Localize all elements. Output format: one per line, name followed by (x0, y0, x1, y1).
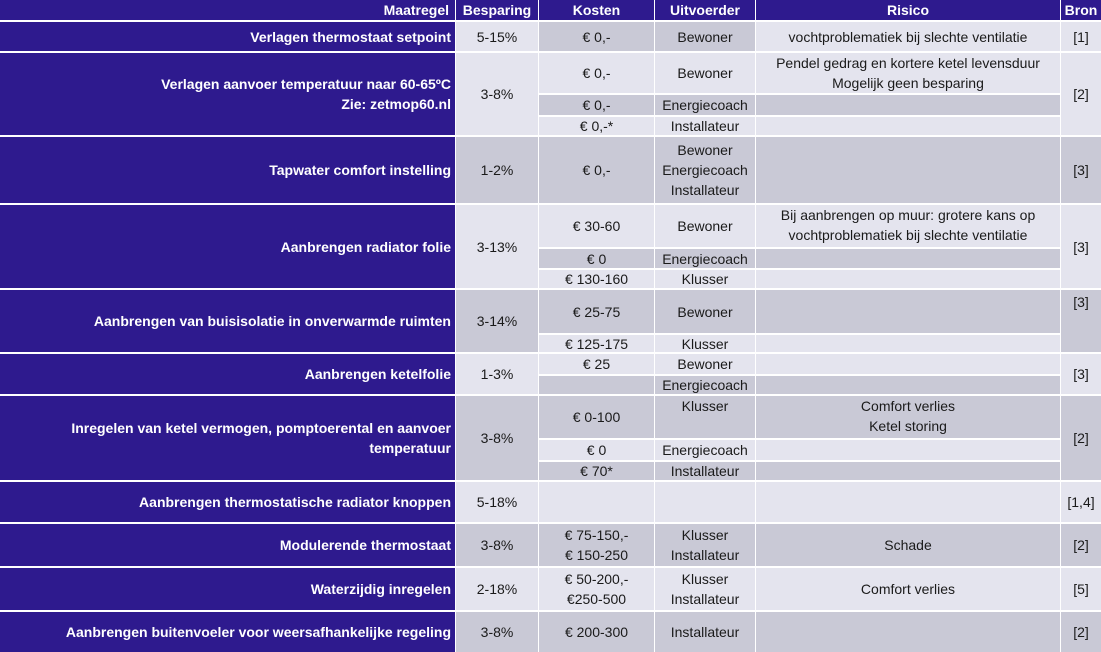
uitvoerder-cell: Installateur (655, 117, 755, 135)
risico-cell (756, 376, 1060, 394)
uitvoerder-cell: Bewoner (655, 354, 755, 374)
uitvoerder-cell: Installateur (655, 612, 755, 652)
risico-cell: Bij aanbrengen op muur: grotere kans op vochtproblematiek bij slechte ventilatie (756, 205, 1060, 247)
uitvoerder-cell: Klusser (655, 396, 755, 438)
risico-cell (756, 117, 1060, 135)
besparing-cell: 3-8% (456, 396, 538, 480)
uitvoerder-cell: Bewoner (655, 22, 755, 51)
maatregel-cell: Aanbrengen ketelfolie (0, 354, 455, 394)
uitvoerder-cell: Klusser (655, 335, 755, 352)
bron-cell: [3] (1061, 205, 1101, 288)
uitvoerder-cell: Klusser (655, 270, 755, 288)
kosten-cell (539, 482, 654, 522)
besparing-cell: 3-14% (456, 290, 538, 352)
kosten-cell: € 0,- (539, 137, 654, 203)
bron-cell: [3] (1061, 354, 1101, 394)
bron-cell: [5] (1061, 568, 1101, 610)
kosten-cell: € 0,- (539, 53, 654, 93)
kosten-cell: € 25-75 (539, 290, 654, 333)
uitvoerder-cell: Bewoner (655, 290, 755, 333)
maatregel-cell: Waterzijdig inregelen (0, 568, 455, 610)
kosten-cell: € 0,-* (539, 117, 654, 135)
maatregel-cell: Tapwater comfort instelling (0, 137, 455, 203)
maatregel-cell: Aanbrengen van buisisolatie in onverwarmde ruimten (0, 290, 455, 352)
kosten-cell: € 0 (539, 440, 654, 460)
header-risico: Risico (756, 0, 1060, 20)
risico-cell (756, 462, 1060, 480)
risico-cell (756, 354, 1060, 374)
kosten-cell: € 30-60 (539, 205, 654, 247)
kosten-cell: € 125-175 (539, 335, 654, 352)
risico-cell (756, 290, 1060, 333)
header-bron: Bron (1061, 0, 1101, 20)
maatregel-cell: Inregelen van ketel vermogen, pomptoerental en aanvoer temperatuur (0, 396, 455, 480)
risico-cell (756, 482, 1060, 522)
risico-cell (756, 335, 1060, 352)
risico-cell (756, 249, 1060, 268)
bron-cell: [2] (1061, 396, 1101, 480)
bron-cell: [1] (1061, 22, 1101, 51)
kosten-cell: € 70* (539, 462, 654, 480)
bron-cell: [2] (1061, 53, 1101, 135)
header-kosten: Kosten (539, 0, 654, 20)
risico-cell: Comfort verlies Ketel storing (756, 396, 1060, 438)
bron-cell: [1,4] (1061, 482, 1101, 522)
bron-cell: [3] (1061, 137, 1101, 203)
header-maatregel: Maatregel (0, 0, 455, 20)
risico-cell (756, 440, 1060, 460)
uitvoerder-cell: Klusser Installateur (655, 568, 755, 610)
bron-cell: [2] (1061, 612, 1101, 652)
header-uitvoerder: Uitvoerder (655, 0, 755, 20)
risico-cell (756, 612, 1060, 652)
besparing-cell: 1-2% (456, 137, 538, 203)
besparing-cell: 3-8% (456, 524, 538, 566)
uitvoerder-cell: Bewoner (655, 53, 755, 93)
besparing-cell: 3-8% (456, 612, 538, 652)
uitvoerder-cell: Energiecoach (655, 440, 755, 460)
kosten-cell: € 200-300 (539, 612, 654, 652)
uitvoerder-cell: Bewoner (655, 205, 755, 247)
uitvoerder-cell (655, 482, 755, 522)
kosten-cell: € 0,- (539, 95, 654, 115)
risico-cell (756, 137, 1060, 203)
kosten-cell: € 130-160 (539, 270, 654, 288)
besparing-cell: 2-18% (456, 568, 538, 610)
uitvoerder-cell: Energiecoach (655, 95, 755, 115)
bron-cell: [3] (1061, 290, 1101, 352)
kosten-cell: € 50-200,- €250-500 (539, 568, 654, 610)
maatregel-cell: Verlagen thermostaat setpoint (0, 22, 455, 51)
besparing-cell: 3-8% (456, 53, 538, 135)
uitvoerder-cell: Energiecoach (655, 376, 755, 394)
maatregel-cell: Aanbrengen radiator folie (0, 205, 455, 288)
risico-cell: vochtproblematiek bij slechte ventilatie (756, 22, 1060, 51)
risico-cell: Pendel gedrag en kortere ketel levensduur Mogelijk geen besparing (756, 53, 1060, 93)
kosten-cell: € 75-150,- € 150-250 (539, 524, 654, 566)
kosten-cell (539, 376, 654, 394)
maatregel-cell: Verlagen aanvoer temperatuur naar 60-65ºC Zie: zetmop60.nl (0, 53, 455, 135)
uitvoerder-cell: Energiecoach (655, 249, 755, 268)
kosten-cell: € 0 (539, 249, 654, 268)
header-besparing: Besparing (456, 0, 538, 20)
uitvoerder-cell: Bewoner Energiecoach Installateur (655, 137, 755, 203)
uitvoerder-cell: Klusser Installateur (655, 524, 755, 566)
risico-cell: Schade (756, 524, 1060, 566)
kosten-cell: € 25 (539, 354, 654, 374)
besparing-cell: 5-18% (456, 482, 538, 522)
maatregel-cell: Aanbrengen thermostatische radiator knoppen (0, 482, 455, 522)
besparing-cell: 1-3% (456, 354, 538, 394)
uitvoerder-cell: Installateur (655, 462, 755, 480)
kosten-cell: € 0-100 (539, 396, 654, 438)
risico-cell (756, 270, 1060, 288)
besparing-cell: 3-13% (456, 205, 538, 288)
risico-cell: Comfort verlies (756, 568, 1060, 610)
bron-cell: [2] (1061, 524, 1101, 566)
risico-cell (756, 95, 1060, 115)
besparing-cell: 5-15% (456, 22, 538, 51)
kosten-cell: € 0,- (539, 22, 654, 51)
maatregel-cell: Modulerende thermostaat (0, 524, 455, 566)
maatregel-cell: Aanbrengen buitenvoeler voor weersafhankelijke regeling (0, 612, 455, 652)
